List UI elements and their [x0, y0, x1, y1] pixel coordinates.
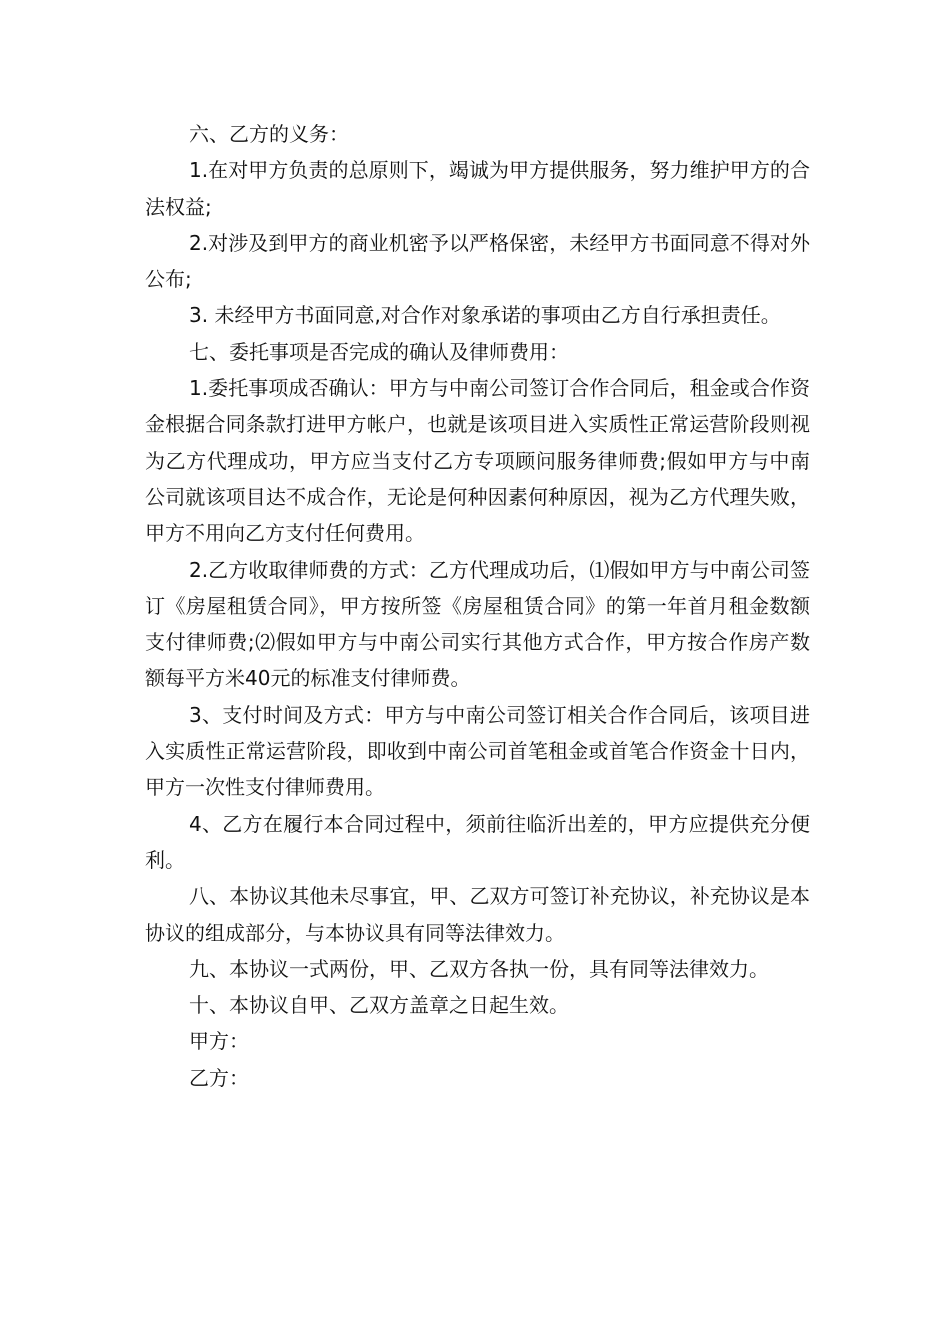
section-7-item-2: 2.乙方收取律师费的方式：乙方代理成功后，⑴假如甲方与中南公司签订《房屋租赁合同》，甲方按所签《房屋租赁合同》的第一年首月租金数额支付律师费;⑵假如甲方与中南公司实行其他方式合作，甲方按合作房产数额每平方米40元的标准支付律师费。: [145, 557, 810, 691]
section-7-item-3: 3、支付时间及方式：甲方与中南公司签订相关合作合同后，该项目进入实质性正常运营阶段，即收到中南公司首笔租金或首笔合作资金十日内，甲方一次性支付律师费用。: [145, 702, 810, 800]
section-7-item-1: 1.委托事项成否确认：甲方与中南公司签订合作合同后，租金或合作资金根据合同条款打进甲方帐户，也就是该项目进入实质性正常运营阶段则视为乙方代理成功，甲方应当支付乙方专项顾问服务律师费;假如甲方与中南公司就该项目达不成合作，无论是何种因素何种原因，视为乙方代理失败，甲方不用向乙方支付任何费用。: [145, 376, 810, 546]
section-8: 八、本协议其他未尽事宜，甲、乙双方可签订补充协议，补充协议是本协议的组成部分，与本协议具有同等法律效力。: [145, 884, 810, 945]
section-6-item-1: 1.在对甲方负责的总原则下，竭诚为甲方提供服务，努力维护甲方的合法权益;: [145, 158, 810, 219]
party-a-signature-line: 甲方：: [189, 1029, 249, 1054]
section-7-item-4: 4、乙方在履行本合同过程中，须前往临沂出差的，甲方应提供充分便利。: [145, 811, 810, 872]
party-b-signature-line: 乙方：: [189, 1065, 249, 1090]
section-10: 十、本协议自甲、乙双方盖章之日起生效。: [189, 993, 569, 1018]
section-7-heading: 七、委托事项是否完成的确认及律师费用：: [189, 339, 569, 364]
section-6-item-3: 3. 未经甲方书面同意,对合作对象承诺的事项由乙方自行承担责任。: [189, 303, 781, 328]
section-6-item-2: 2.对涉及到甲方的商业机密予以严格保密，未经甲方书面同意不得对外公布;: [145, 230, 810, 292]
section-9: 九、本协议一式两份，甲、乙双方各执一份，具有同等法律效力。: [189, 956, 769, 981]
document-body: [145, 116, 810, 1096]
section-6-heading: 六、乙方的义务：: [189, 122, 349, 146]
